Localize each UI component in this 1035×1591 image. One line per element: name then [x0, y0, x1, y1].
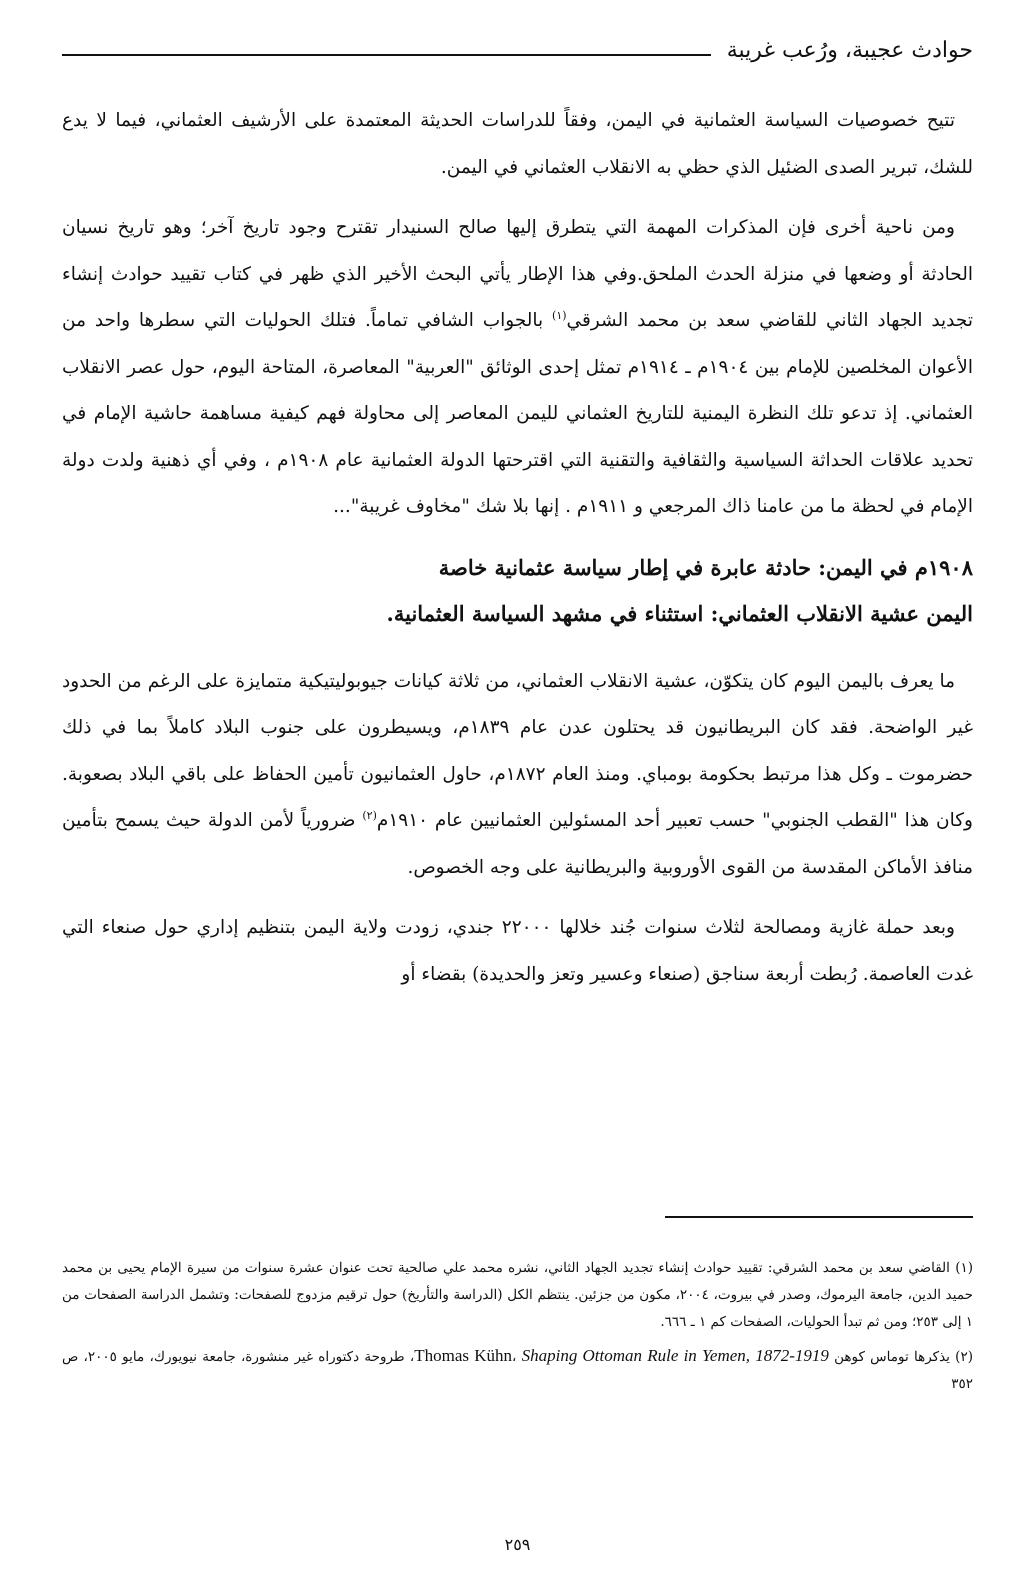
- paragraph-2-continued: بالجواب الشافي تماماً. فتلك الحوليات التي سطرها واحد من الأعوان المخلصين للإمام بين ١٩٠٤م ـ ١٩١٤م تمثل إحدى الوثائق "العربية" المعاصرة، المتاحة اليوم، حول عصر الانقلاب العثماني. إذ تدعو تلك النظرة اليمنية للتاريخ العثماني لليمن المعاصر إلى محاولة فهم كيفية مساهمة حاشية الإمام في تحديد علاقات الحداثة السياسية والثقافية والتقنية التي اقترحتها الدولة العثمانية عام ١٩٠٨م ، وفي أي ذهنية ولدت دولة الإمام في لحظة ما من عامنا ذاك المرجعي و ١٩١١م . إنها بلا شك "مخاوف غريبة"...: [62, 310, 974, 517]
- paragraph-3: [62, 659, 973, 892]
- footnote-2-post: ، طروحة دكتوراه غير منشورة، جامعة نيويورك، مايو ٢٠٠٥، ص ٣٥٢: [62, 1349, 973, 1392]
- paragraph-2-text: ومن ناحية أخرى فإن المذكرات المهمة التي يتطرق إليها صالح السنيدار تقترح وجود تاريخ آخر؛ وهو تاريخ نسيان الحادثة أو وضعها في منزلة الحدث الملحق.وفي هذا الإطار يأتي البحث الأخير الذي ظهر في كتاب تقييد حوادث إنشاء تجديد الجهاد الثاني للقاضي سعد بن محمد الشرقي: [62, 217, 973, 331]
- footnote-1-mark: (١): [955, 1260, 974, 1276]
- footnote-1: [62, 1255, 973, 1336]
- footnote-2: (٢) يذكرها توماس كوهن Thomas Kühn، Shaping Ottoman Rule in Yemen, 1872-1919، طروحة دكتوراه غير منشورة، جامعة نيويورك، مايو ٢٠٠٥، ص ٣٥٢: [62, 1346, 973, 1392]
- paragraph-4: [62, 905, 973, 998]
- footnote-ref-1[interactable]: (١): [552, 308, 567, 322]
- running-header: [62, 30, 973, 70]
- section-heading-1: ١٩٠٨م في اليمن: حادثة عابرة في إطار سياسة عثمانية خاصة: [438, 554, 973, 580]
- body-text: [62, 98, 973, 1012]
- running-title: حوادث عجيبة، ورُعب غريبة: [726, 37, 973, 63]
- footnote-2-pre: يذكرها توماس كوهن: [834, 1349, 950, 1365]
- footnote-2-mark: (٢): [955, 1349, 973, 1365]
- paragraph-1: [62, 98, 973, 191]
- paragraph-3-text: ما يعرف باليمن اليوم كان يتكوّن، عشية الانقلاب العثماني، من ثلاثة كيانات جيوبوليتيكية متمايزة على الرغم من الحدود غير الواضحة. فقد كان البريطانيون قد يحتلون عدن عام ١٨٣٩م، ويسيطرون على جنوب البلاد كاملاً بما في ذلك حضرموت ـ وكل هذا مرتبط بحكومة بومباي. ومنذ العام ١٨٧٢م، حاول العثمانيون تأمين الحفاظ على باقي البلاد بصعوبة. وكان هذا "القطب الجنوبي" حسب تعبير أحد المسئولين العثمانيين عام ١٩١٠م: [62, 670, 974, 831]
- footnote-ref-2[interactable]: (٢): [362, 808, 377, 822]
- paragraph-2: [62, 205, 973, 531]
- page-number: ٢٥٩: [504, 1535, 531, 1554]
- paragraph-3-continued: ضرورياً لأمن الدولة حيث يسمح بتأمين منافذ الأماكن المقدسة من القوى الأوروبية والبريطانية على وجه الخصوص.: [62, 810, 973, 878]
- footnotes: [62, 1255, 973, 1404]
- footnote-2-author: Thomas Kühn: [414, 1346, 512, 1365]
- footnote-2-title: Shaping Ottoman Rule in Yemen, 1872-1919: [521, 1346, 829, 1365]
- paragraph-1-text: تتيح خصوصيات السياسة العثمانية في اليمن، وفقاً للدراسات الحديثة المعتمدة على الأرشيف العثماني، فيما لا يدع للشك، تبرير الصدى الضئيل الذي حظي به الانقلاب العثماني في اليمن.: [62, 110, 973, 178]
- header-rule: [62, 54, 711, 56]
- footnote-rule: [665, 1216, 973, 1218]
- footnote-1-text: القاضي سعد بن محمد الشرقي: تقييد حوادث إنشاء تجديد الجهاد الثاني، نشره محمد علي صالحية تحت عنوان عشرة سنوات من سيرة الإمام يحيى بن محمد حميد الدين، جامعة اليرموك، وصدر في بيروت، ٢٠٠٤، مكون من جزئين. ينتظم الكل (الدراسة والتأريخ) حول ترقيم مزدوج للصفحات: وتشمل الدراسة الصفحات من ١ إلى ٢٥٣؛ ومن ثم تبدأ الحوليات، الصفحات كم ١ ـ ٦٦٦.: [62, 1260, 973, 1330]
- section-heading-2: اليمن عشية الانقلاب العثماني: استثناء في مشهد السياسة العثمانية.: [386, 600, 973, 626]
- paragraph-4-text: وبعد حملة غازية ومصالحة لثلاث سنوات جُند خلالها ٢٢٠٠٠ جندي، زودت ولاية اليمن بتنظيم إداري حول صنعاء التي غدت العاصمة. رُبطت أربعة سناجق (صنعاء وعسير وتعز والحديدة) بقضاء أو: [62, 917, 973, 985]
